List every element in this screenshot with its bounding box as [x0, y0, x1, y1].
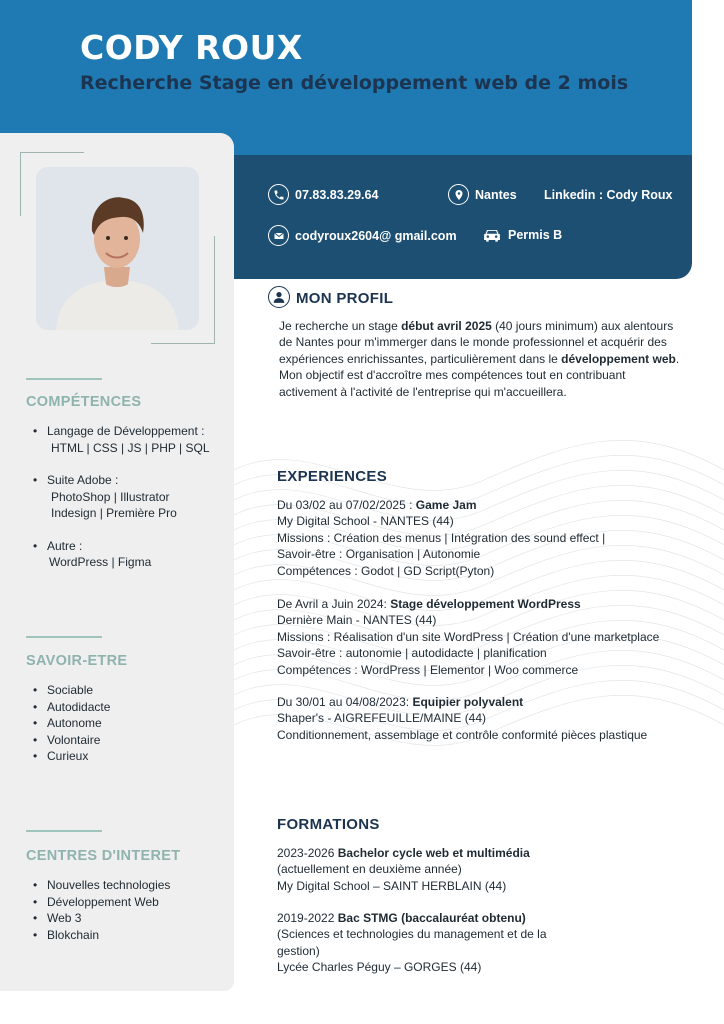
contact-box [234, 155, 692, 279]
savoir-etre-list [26, 682, 110, 765]
contact-city [448, 184, 517, 205]
email-address[interactable]: codyroux2604@ gmail.com [295, 228, 457, 243]
experience-item: De Avril a Juin 2024: Stage développement WordPress Dernière Main - NANTES (44) Missions : Réalisation d'un site WordPress | Création d'une marketplace Savoir-être : autonomie | autodidacte | planification Compétences : WordPress | Elementor | Woo commerce [277, 597, 660, 677]
linkedin-link[interactable]: Linkedin : Cody Roux [544, 188, 673, 202]
competences-list [26, 423, 210, 571]
formation-item: 2019-2022 Bac STMG (baccalauréat obtenu) (Sciences et technologies du management et de la gestion) Lycée Charles Péguy – GORGES (44) [277, 911, 547, 975]
section-divider [26, 830, 102, 832]
list-item: • Nouvelles technologies [26, 877, 170, 894]
list-item: • Autonome [26, 715, 110, 732]
section-divider [26, 378, 102, 380]
job-title: Recherche Stage en développement web de 2 mois [80, 72, 629, 94]
phone-number: 07.83.83.29.64 [295, 187, 379, 202]
list-item: • Web 3 [26, 910, 170, 927]
profil-text: Je recherche un stage début avril 2025 (40 jours minimum) aux alentours de Nantes pour m'immerger dans le monde professionnel et acquérir des expériences enrichissantes, particulièrement dans le développement web. Mon objectif est d'accroître mes compétences tout en contribuant activement à l'activité de l'entreprise qui m'accueillera. [279, 319, 680, 399]
contact-linkedin[interactable] [544, 188, 672, 202]
user-icon [268, 286, 290, 308]
location-pin-icon [448, 184, 469, 205]
car-icon [482, 227, 502, 243]
savoir-etre-title: SAVOIR-ETRE [26, 653, 128, 669]
list-item: • Curieux [26, 748, 110, 765]
list-item: • Volontaire [26, 732, 110, 749]
section-divider [26, 636, 102, 638]
list-item: • Blokchain [26, 927, 170, 944]
contact-email[interactable] [268, 225, 457, 246]
competences-title: COMPÉTENCES [26, 394, 142, 410]
list-item: • Sociable [26, 682, 110, 699]
phone-icon [268, 184, 289, 205]
formation-item: 2023-2026 Bachelor cycle web et multimédia (actuellement en deuxième année) My Digital School – SAINT HERBLAIN (44) [277, 846, 530, 893]
formations-title: FORMATIONS [277, 816, 380, 833]
list-item: • Développement Web [26, 894, 170, 911]
experience-item: Du 30/01 au 04/08/2023: Equipier polyvalent Shaper's - AIGREFEUILLE/MAINE (44) Conditionnement, assemblage et contrôle conformité pièces plastique [277, 695, 648, 742]
list-item: • Langage de Développement : HTML | CSS | JS | PHP | SQL [26, 423, 210, 456]
interets-title: CENTRES D'INTERET [26, 848, 181, 864]
list-item: • Suite Adobe : PhotoShop | Illustrator Indesign | Première Pro [26, 472, 210, 522]
experience-item: Du 03/02 au 07/02/2025 : Game Jam My Digital School - NANTES (44) Missions : Création des menus | Intégration des sound effect | Savoir-être : Organisation | Autonomie Compétences : Godot | GD Script(Pyton) [277, 498, 606, 578]
contact-permis [482, 227, 562, 243]
list-item: • Autre : WordPress | Figma [26, 538, 210, 571]
mail-icon [268, 225, 289, 246]
driving-license: Permis B [508, 228, 563, 242]
candidate-name: CODY ROUX [80, 28, 303, 67]
interets-list [26, 877, 170, 943]
list-item: • Autodidacte [26, 699, 110, 716]
city: Nantes [475, 187, 517, 202]
profile-photo [36, 167, 199, 330]
experiences-title: EXPERIENCES [277, 468, 387, 485]
contact-phone [268, 184, 378, 205]
profil-title: MON PROFIL [296, 290, 394, 307]
